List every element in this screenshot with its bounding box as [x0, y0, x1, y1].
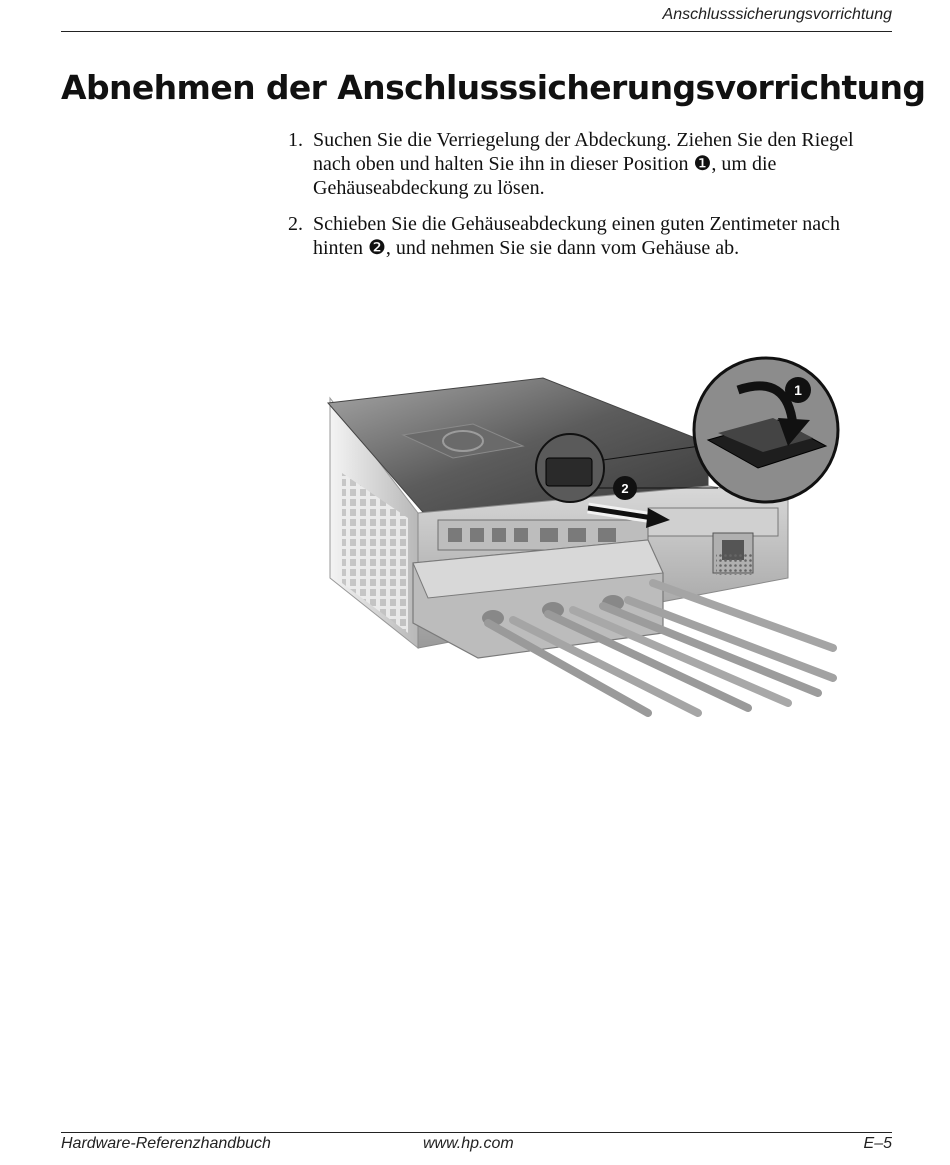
footer-page-number: E–5 — [863, 1135, 892, 1152]
instruction-steps — [288, 128, 868, 272]
running-header: Anschlusssicherungsvorrichtung — [662, 6, 892, 23]
footer-manual-title: Hardware-Referenzhandbuch — [61, 1135, 271, 1152]
step-2-text: Schieben Sie die Gehäuseabdeckung einen guten Zentimeter nach hinten ❷, und nehmen Sie sie dann vom Gehäuse ab. — [313, 213, 841, 259]
callout-1-badge — [785, 377, 811, 403]
fan-grill — [716, 553, 752, 575]
step-1 — [288, 128, 868, 200]
step-1-text: Suchen Sie die Verriegelung der Abdeckung. Ziehen Sie den Riegel nach oben und halten Sie ihn in dieser Position ❶, um die Gehäuseabdeckung zu lösen. — [313, 129, 854, 199]
page-title: Abnehmen der Anschlusssicherungsvorrichtung — [61, 68, 926, 107]
step-2 — [288, 212, 868, 260]
step-1-number: 1. — [288, 129, 303, 151]
step-2-number: 2. — [288, 213, 303, 235]
footer-website: www.hp.com — [423, 1135, 514, 1152]
callout-2-badge — [613, 476, 637, 500]
computer-cover-illustration — [318, 348, 848, 723]
svg-text:2: 2 — [621, 481, 629, 496]
magnified-latch — [694, 358, 838, 502]
header-rule — [61, 31, 892, 32]
footer-rule — [61, 1132, 892, 1133]
svg-text:1: 1 — [794, 382, 802, 398]
